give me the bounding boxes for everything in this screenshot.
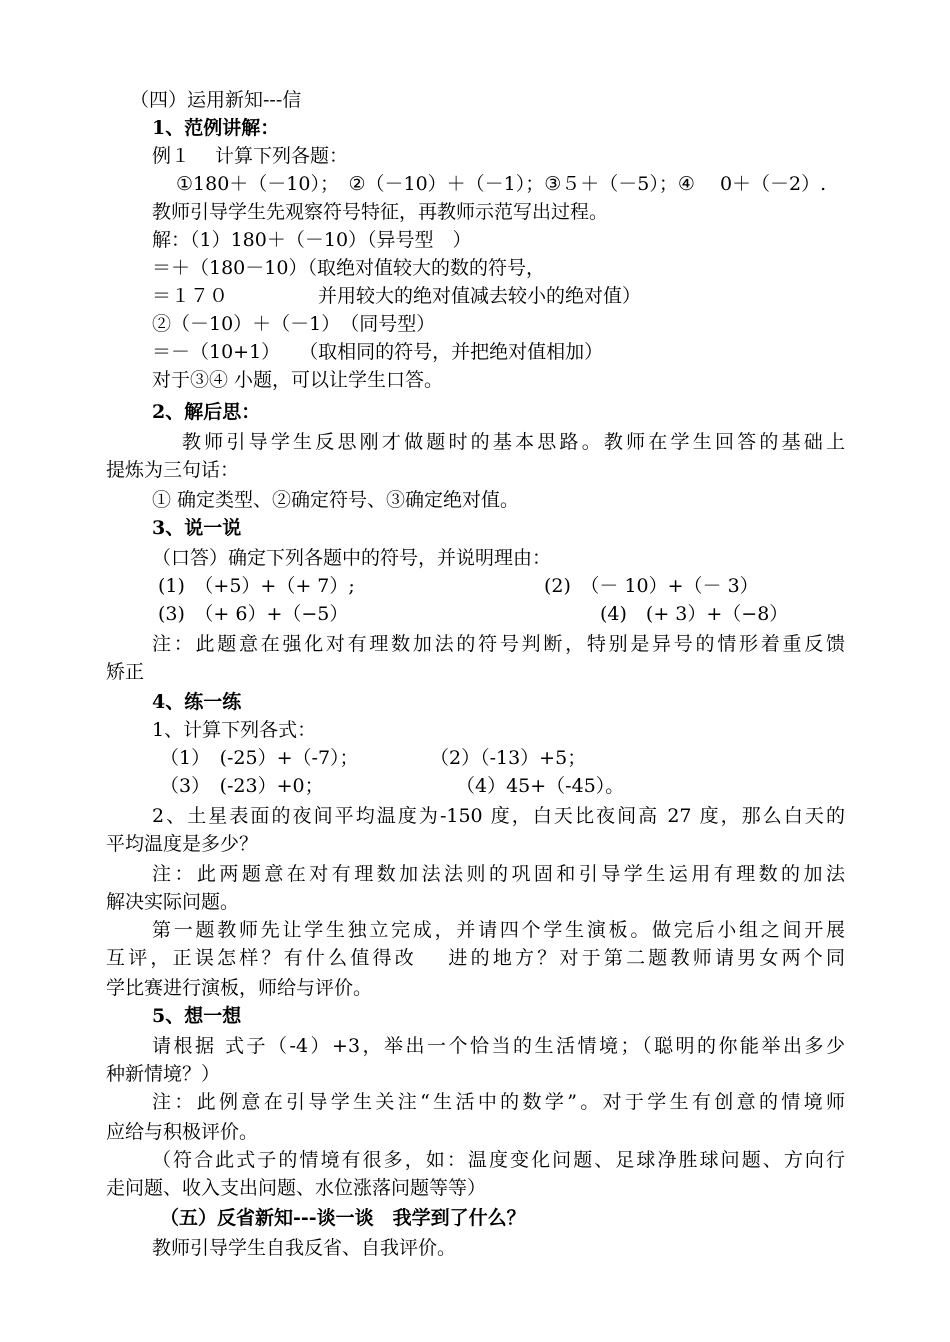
para-1-line-3: 学比赛进行演板，师给与评价。 [106,977,373,999]
say-intro: （口答）确定下列各题中的符号，并说明理由： [152,547,552,569]
note-1-line-2: 矫正 [106,661,145,683]
note-2-line-2: 解决实际问题。 [106,891,240,913]
solution-line-2: ＝＋（180－10）（取绝对值较大的数的符号， [152,257,545,279]
reflection-line-3: ① 确定类型、②确定符号、③确定绝对值。 [152,489,520,511]
heading-think: 5、想一想 [152,1005,242,1027]
solution-result: ＝１７０ [152,285,229,307]
note-1-line-1: 注：此题意在强化对有理数加法的符号判断，特别是异号的情形着重反馈 [152,633,845,655]
practice-q2-line-2: 平均温度是多少？ [106,833,259,855]
heading-say: 3、说一说 [152,517,242,539]
note-4-line-2: 走问题、收入支出问题、水位涨落问题等等） [106,1177,487,1199]
para-1-line-2: 互评，正误怎样？有什么值得改 进的地方？对于第二题教师请男女两个同 [106,947,845,969]
practice-item-4: （4）45+（-45）。 [456,775,625,797]
practice-item-3: （3） (-23）+0； [160,775,324,797]
section4-title: （四）运用新知---信 [130,89,302,111]
say-item-1: (1) （+5）+（+ 7）; [158,575,355,597]
solution-line-3 [152,282,641,310]
practice-q2-line-1: 2、土星表面的夜间平均温度为-150 度，白天比夜间高 27 度，那么白天的 [152,805,845,827]
say-item-3: (3) （+ 6）+（−5） [158,603,349,625]
say-item-4: (4) (+ 3）+（−8） [600,603,789,625]
example-items: ①180＋（－10）； ②（－10）＋（－1）；③５＋（－5）；④ 0＋（－2）. [176,173,827,195]
practice-item-1: （1） (-25）+（-7）； [160,747,359,769]
section5-title: （五）反省新知---谈一谈 我学到了什么？ [160,1207,526,1229]
solution-line-4: ②（－10）＋（－1） （同号型） [152,313,436,335]
para-1-line-1: 第一题教师先让学生独立完成，并请四个学生演板。做完后小组之间开展 [152,919,845,941]
solution-line-5: ＝－（10+1） （取相同的符号，并把绝对值相加） [152,341,604,363]
solution-line-1: 解：（1）180＋（－10）（异号型 ） [152,229,472,251]
example-intro: 例１ 计算下列各题： [152,145,349,167]
say-item-2: (2) （－ 10）+（－ 3） [544,575,759,597]
think-line-2: 种新情境？） [106,1063,221,1085]
heading-reflection: 2、解后思： [152,401,261,423]
note-4-line-1: （符合此式子的情境有很多，如：温度变化问题、足球净胜球问题、方向行 [152,1149,845,1171]
note-2-line-1: 注：此两题意在对有理数加法法则的巩固和引导学生运用有理数的加法 [152,863,845,885]
practice-item-2: （2）（-13）+5； [430,747,587,769]
solution-rule: 并用较大的绝对值减去较小的绝对值） [318,285,642,307]
reflection-line-1: 教师引导学生反思刚才做题时的基本思路。教师在学生回答的基础上 [182,431,845,453]
solution-line-6: 对于③④ 小题，可以让学生口答。 [152,369,444,391]
note-3-line-1: 注：此例意在引导学生关注“生活中的数学”。对于学生有创意的情境师 [152,1091,845,1113]
note-3-line-2: 应给与积极评价。 [106,1121,259,1143]
guide-text: 教师引导学生先观察符号特征，再教师示范写出过程。 [152,201,609,223]
think-line-1: 请根据 式子（-4）+3，举出一个恰当的生活情境；（聪明的你能举出多少 [152,1035,845,1057]
practice-intro: 1、计算下列各式： [152,719,317,741]
reflection-line-2: 提炼为三句话： [106,459,240,481]
heading-examples: 1、范例讲解： [152,117,280,139]
section5-body: 教师引导学生自我反省、自我评价。 [152,1237,457,1259]
heading-practice: 4、练一练 [152,691,242,713]
